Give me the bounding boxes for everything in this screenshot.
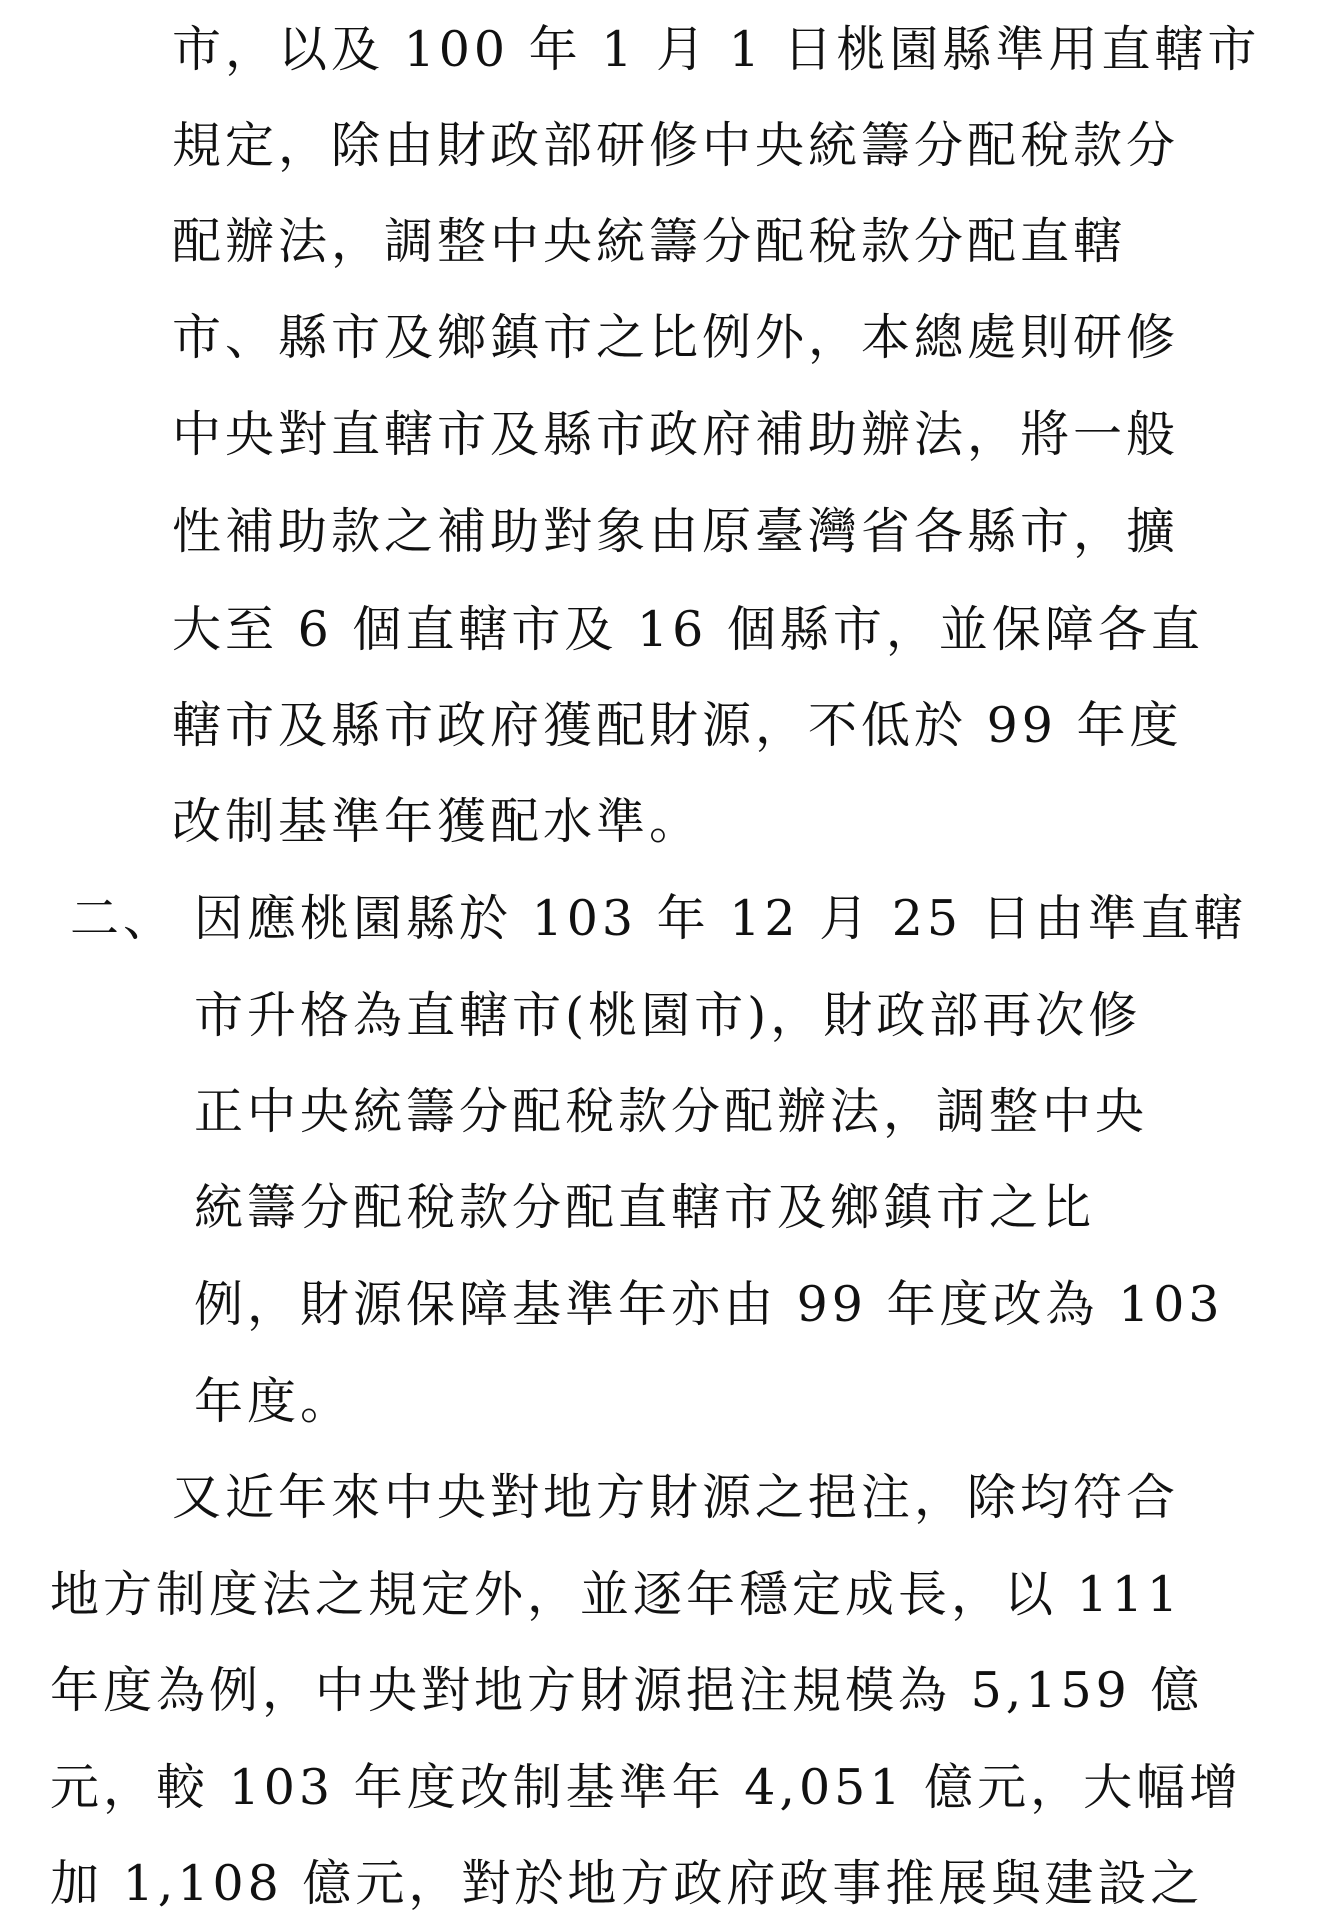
section-two-line-5: 例，財源保障基準年亦由 99 年度改為 103 [194,1276,1224,1333]
section-one-line-9: 改制基準年獲配水準。 [172,793,703,850]
section-two-line-4: 統籌分配稅款分配直轄市及鄉鎮市之比 [194,1179,1096,1236]
closing-paragraph-line-3: 年度為例，中央對地方財源挹注規模為 5,159 億 [50,1662,1204,1719]
section-two-marker: 二、 [70,890,177,947]
section-one-line-3: 配辦法，調整中央統籌分配稅款分配直轄 [172,213,1127,270]
section-one-line-4: 市、縣市及鄉鎮市之比例外，本總處則研修 [172,309,1180,366]
section-one-line-6: 性補助款之補助對象由原臺灣省各縣市，擴 [172,503,1180,560]
closing-paragraph-line-1: 又近年來中央對地方財源之挹注，除均符合 [172,1469,1180,1526]
section-one-line-2: 規定，除由財政部研修中央統籌分配稅款分 [172,117,1180,174]
section-one-line-5: 中央對直轄市及縣市政府補助辦法，將一般 [172,406,1180,463]
section-one-line-1: 市，以及 100 年 1 月 1 日桃園縣準用直轄市 [172,21,1261,78]
section-one-line-7: 大至 6 個直轄市及 16 個縣市，並保障各直 [172,601,1204,658]
closing-paragraph-line-5: 加 1,108 億元，對於地方政府政事推展與建設之 [50,1855,1204,1912]
section-one-line-8: 轄市及縣市政府獲配財源，不低於 99 年度 [172,697,1183,754]
section-two-line-1: 因應桃園縣於 103 年 12 月 25 日由準直轄 [194,890,1247,947]
section-two-line-2: 市升格為直轄市(桃園市)，財政部再次修 [194,987,1142,1044]
section-two-line-3: 正中央統籌分配稅款分配辦法，調整中央 [194,1083,1149,1140]
closing-paragraph-line-2: 地方制度法之規定外，並逐年穩定成長，以 111 [50,1566,1183,1623]
closing-paragraph-line-4: 元，較 103 年度改制基準年 4,051 億元，大幅增 [50,1759,1243,1816]
section-two-line-6: 年度。 [194,1373,354,1430]
